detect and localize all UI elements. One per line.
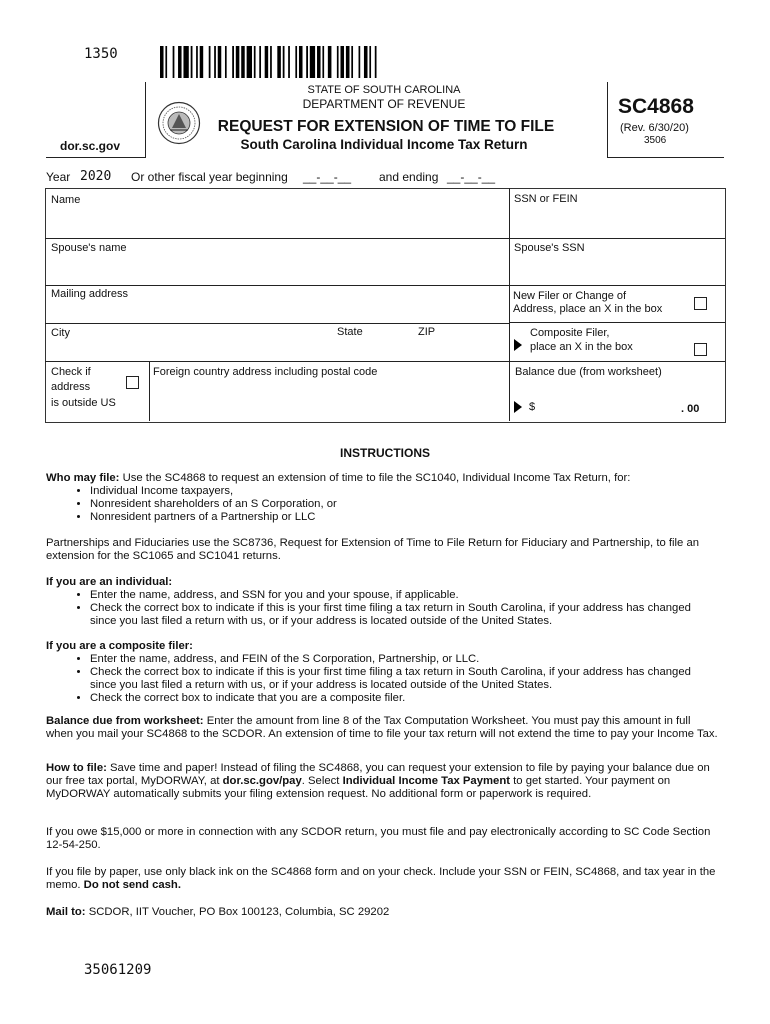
list-item: • Check the correct box to indicate that you are a composite filer. — [90, 692, 718, 705]
col-rule — [509, 361, 510, 421]
mail-text: SCDOR, IIT Voucher, PO Box 100123, Columbia, SC 29202 — [88, 906, 390, 918]
fiscal-begin-field[interactable]: __-__-__ — [303, 170, 352, 184]
list-item: • Enter the name, address, and FEIN of the S Corporation, Partnership, or LLC. — [90, 653, 718, 666]
form-top-code: 1350 — [84, 46, 118, 62]
form-bottom-code: 35061209 — [84, 962, 152, 978]
header-state: STATE OF SOUTH CAROLINA — [307, 84, 461, 96]
row-rule — [45, 238, 725, 239]
balance-section — [46, 715, 718, 741]
outside-us-checkbox[interactable] — [126, 376, 139, 389]
mailing-address-field[interactable]: Mailing address — [51, 288, 129, 300]
form-title: REQUEST FOR EXTENSION OF TIME TO FILE — [217, 118, 555, 135]
list-item: • Check the correct box to indicate if this is your first time filing a tax return in South Carolina, if your address has changed since you last filed a return with us, or if your address is located outside of the United States. — [90, 602, 718, 628]
form-subtitle: South Carolina Individual Income Tax Return — [240, 137, 528, 152]
header-divider-left — [145, 82, 146, 158]
col-rule — [509, 188, 510, 362]
foreign-address-field[interactable]: Foreign country address including postal code — [153, 366, 378, 378]
partnerships-text: Partnerships and Fiduciaries use the SC8736, Request for Extension of Time to File Return for Fiduciary and Partnership, to file an extension for the SC1065 and SC1041 returns. — [46, 537, 700, 562]
balance-due-label: Balance due (from worksheet) — [515, 366, 662, 378]
individual-label: If you are an individual: — [46, 576, 173, 588]
list-item: • Individual Income taxpayers, — [90, 485, 718, 498]
mail-label: Mail to: — [46, 906, 86, 918]
arrow-marker-icon — [514, 339, 522, 351]
zip-field[interactable]: ZIP — [418, 326, 436, 338]
new-filer-label-2: Address, place an X in the box — [513, 303, 663, 315]
city-field[interactable]: City — [51, 327, 70, 339]
row-rule — [45, 285, 725, 286]
who-text: Use the SC4868 to request an extension of time to file the SC1040, Individual Income Tax Return, for: — [122, 472, 631, 484]
spouse-name-field[interactable]: Spouse's name — [51, 242, 127, 254]
form-revision: (Rev. 6/30/20) — [620, 122, 689, 134]
arrow-marker-icon — [514, 401, 522, 413]
outside-us-label-1: Check if — [51, 366, 91, 378]
row-rule — [45, 361, 725, 362]
paper-text: If you file by paper, use only black ink on the SC4868 form and on your check. Include your SSN or FEIN, SC4868, and tax year in the memo. — [46, 866, 716, 891]
row-rule — [509, 322, 725, 323]
how-to-file-section — [46, 762, 718, 801]
composite-filer-checkbox[interactable] — [694, 343, 707, 356]
balance-text: Enter the amount from line 8 of the Tax Computation Worksheet. You must pay this amount in full when you mail your SC4868 to the SCDOR. An extension of time to file your tax return will not extend the time to pay your Income Tax. — [46, 715, 718, 740]
balance-label: Balance due from worksheet: — [46, 715, 204, 727]
who-may-file-section — [46, 472, 718, 524]
paper-section — [46, 866, 718, 892]
header-underline-left — [46, 157, 146, 158]
paper-bold: Do not send cash. — [83, 879, 181, 891]
form-number: SC4868 — [618, 95, 694, 118]
new-filer-label-1: New Filer or Change of — [513, 290, 627, 302]
who-label: Who may file: — [46, 472, 120, 484]
howto-label: How to file: — [46, 762, 107, 774]
header-department: DEPARTMENT OF REVENUE — [302, 97, 466, 111]
individual-section — [46, 576, 718, 628]
outside-us-label-3: is outside US — [51, 397, 116, 409]
barcode — [160, 46, 561, 78]
state-seal — [157, 101, 201, 145]
mail-to-section — [46, 906, 718, 919]
list-item: • Nonresident shareholders of an S Corporation, or — [90, 498, 718, 511]
howto-bold: Individual Income Tax Payment — [342, 775, 510, 787]
fiscal-end-field[interactable]: __-__-__ — [447, 170, 496, 184]
howto-text-1: Save time and paper! Instead of filing the SC4868, you can request your extension to file by paying your balance due on our free tax portal, MyDORWAY, at — [46, 762, 710, 787]
list-item: • Nonresident partners of a Partnership or LLC — [90, 511, 718, 524]
website: dor.sc.gov — [60, 139, 121, 153]
howto-text-2: . Select — [301, 775, 340, 787]
form-code: 3506 — [644, 135, 667, 146]
header-underline-right — [607, 157, 724, 158]
new-filer-checkbox[interactable] — [694, 297, 707, 310]
year-value[interactable]: 2020 — [80, 169, 112, 184]
outside-us-label-2: address — [51, 381, 91, 393]
ssn-fein-field[interactable]: SSN or FEIN — [514, 193, 578, 205]
spouse-ssn-field[interactable]: Spouse's SSN — [514, 242, 585, 254]
howto-text-3: to get started. Your payment on MyDORWAY automatically submits your filing extension request. No additional form or paperwork is required. — [46, 775, 671, 800]
composite-label-1: Composite Filer, — [530, 327, 610, 339]
cents-value: . 00 — [681, 403, 700, 415]
fiscal-year-label: Or other fiscal year beginning — [131, 170, 288, 184]
fiscal-ending-label: and ending — [379, 170, 439, 184]
header-divider-right — [607, 82, 608, 158]
mydorway-link[interactable]: dor.sc.gov/pay — [222, 775, 302, 787]
name-field[interactable]: Name — [51, 194, 81, 206]
col-rule — [149, 361, 150, 421]
owe-text: If you owe $15,000 or more in connection with any SCDOR return, you must file and pay electronically according to SC Code Section 12-54-250. — [46, 826, 711, 851]
state-field[interactable]: State — [337, 326, 363, 338]
composite-label-2: place an X in the box — [530, 341, 633, 353]
list-item: • Check the correct box to indicate if this is your first time filing a tax return in South Carolina, if your address has changed since you last filed a return with us, or if your address is located outside of the United States. — [90, 666, 718, 692]
composite-section — [46, 640, 718, 705]
row-rule — [45, 323, 509, 324]
composite-label: If you are a composite filer: — [46, 640, 193, 652]
dollar-sign: $ — [529, 401, 536, 413]
year-label: Year — [46, 170, 71, 184]
instructions-heading: INSTRUCTIONS — [340, 446, 430, 460]
list-item: • Enter the name, address, and SSN for you and your spouse, if applicable. — [90, 589, 718, 602]
